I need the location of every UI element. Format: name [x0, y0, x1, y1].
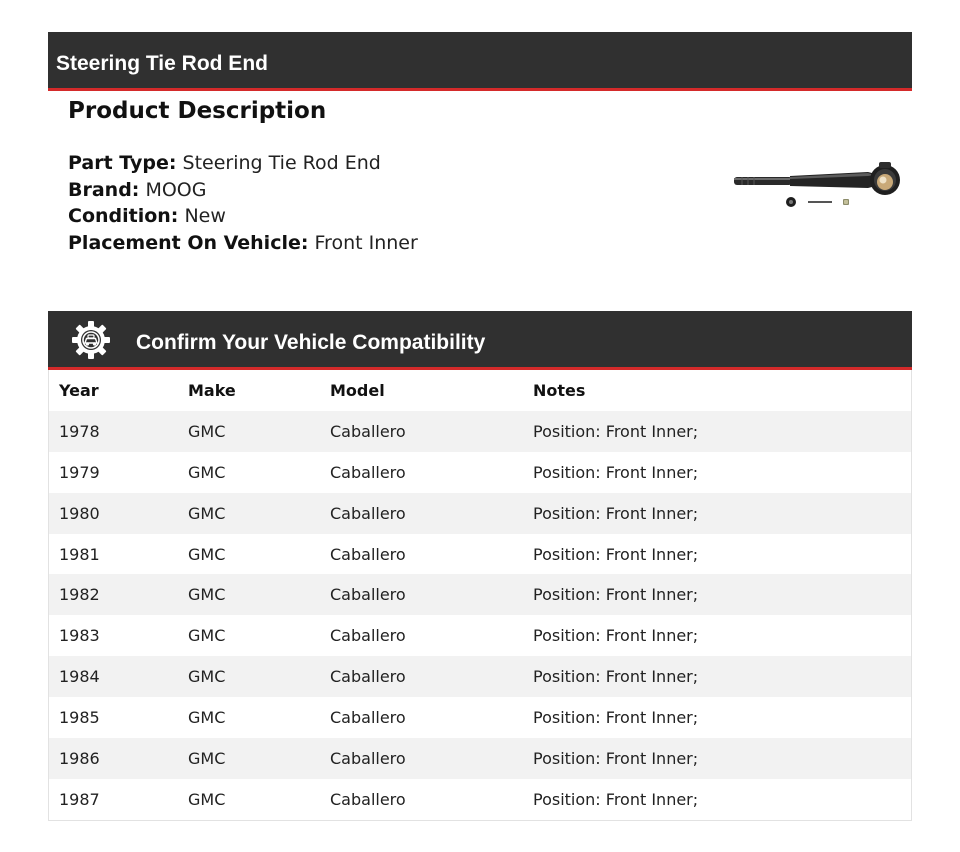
- cell-notes: Position: Front Inner;: [533, 585, 699, 605]
- cell-model: Caballero: [330, 544, 406, 564]
- cell-make: GMC: [188, 544, 226, 564]
- cell-model: Caballero: [330, 667, 406, 687]
- spec-list: [68, 150, 708, 256]
- table-row: [49, 615, 911, 656]
- cell-notes: Position: Front Inner;: [533, 462, 699, 482]
- product-title-bar: [48, 32, 912, 91]
- cell-model: Caballero: [330, 421, 406, 441]
- cell-year: 1987: [59, 789, 100, 809]
- spec-label: Placement On Vehicle:: [68, 231, 309, 254]
- column-header-make: Make: [188, 381, 236, 400]
- table-row: [49, 411, 911, 452]
- cell-model: Caballero: [330, 708, 406, 728]
- tie-rod-end-product-image: [728, 150, 908, 214]
- cell-year: 1982: [59, 585, 100, 605]
- spec-condition: [68, 203, 708, 230]
- cell-model: Caballero: [330, 462, 406, 482]
- cell-year: 1984: [59, 667, 100, 687]
- cell-model: Caballero: [330, 626, 406, 646]
- cell-model: Caballero: [330, 585, 406, 605]
- cell-model: Caballero: [330, 749, 406, 769]
- spec-brand: [68, 177, 708, 204]
- cell-make: GMC: [188, 626, 226, 646]
- cell-make: GMC: [188, 421, 226, 441]
- cell-year: 1986: [59, 749, 100, 769]
- cell-year: 1979: [59, 462, 100, 482]
- table-row: [49, 534, 911, 575]
- cell-year: 1978: [59, 421, 100, 441]
- spec-part-type: [68, 150, 708, 177]
- table-row: [49, 574, 911, 615]
- product-description-heading: Product Description: [68, 98, 327, 124]
- spec-placement: [68, 230, 708, 257]
- column-header-model: Model: [330, 381, 385, 400]
- table-row: [49, 493, 911, 534]
- spec-label: Brand:: [68, 178, 140, 201]
- column-header-year: Year: [59, 381, 99, 400]
- table-row: [49, 779, 911, 820]
- cell-year: 1980: [59, 503, 100, 523]
- cell-make: GMC: [188, 585, 226, 605]
- spec-label: Condition:: [68, 205, 179, 227]
- spec-value: New: [184, 205, 226, 227]
- cell-notes: Position: Front Inner;: [533, 789, 699, 809]
- cell-year: 1985: [59, 708, 100, 728]
- cell-notes: Position: Front Inner;: [533, 544, 699, 564]
- cell-notes: Position: Front Inner;: [533, 503, 699, 523]
- product-description-section: [68, 96, 708, 256]
- table-row: [49, 452, 911, 493]
- gear-car-icon: [70, 319, 112, 361]
- cell-notes: Position: Front Inner;: [533, 626, 699, 646]
- cell-model: Caballero: [330, 503, 406, 523]
- cell-year: 1981: [59, 544, 100, 564]
- compatibility-title: Confirm Your Vehicle Compatibility: [136, 331, 486, 354]
- cell-year: 1983: [59, 626, 100, 646]
- cell-make: GMC: [188, 708, 226, 728]
- cell-make: GMC: [188, 789, 226, 809]
- compatibility-table: [48, 370, 912, 821]
- cell-notes: Position: Front Inner;: [533, 421, 699, 441]
- table-row: [49, 697, 911, 738]
- cell-make: GMC: [188, 667, 226, 687]
- product-title: Steering Tie Rod End: [56, 52, 268, 75]
- compatibility-header-bar: [48, 311, 912, 370]
- cell-make: GMC: [188, 749, 226, 769]
- cell-notes: Position: Front Inner;: [533, 708, 699, 728]
- cell-notes: Position: Front Inner;: [533, 667, 699, 687]
- column-header-notes: Notes: [533, 381, 586, 400]
- cell-model: Caballero: [330, 789, 406, 809]
- table-header-row: [49, 370, 911, 411]
- spec-value: Steering Tie Rod End: [182, 152, 381, 174]
- table-row: [49, 656, 911, 697]
- spec-value: Front Inner: [314, 231, 418, 254]
- spec-value: MOOG: [145, 178, 207, 201]
- cell-make: GMC: [188, 503, 226, 523]
- spec-label: Part Type:: [68, 152, 177, 174]
- cell-make: GMC: [188, 462, 226, 482]
- cell-notes: Position: Front Inner;: [533, 749, 699, 769]
- table-row: [49, 738, 911, 779]
